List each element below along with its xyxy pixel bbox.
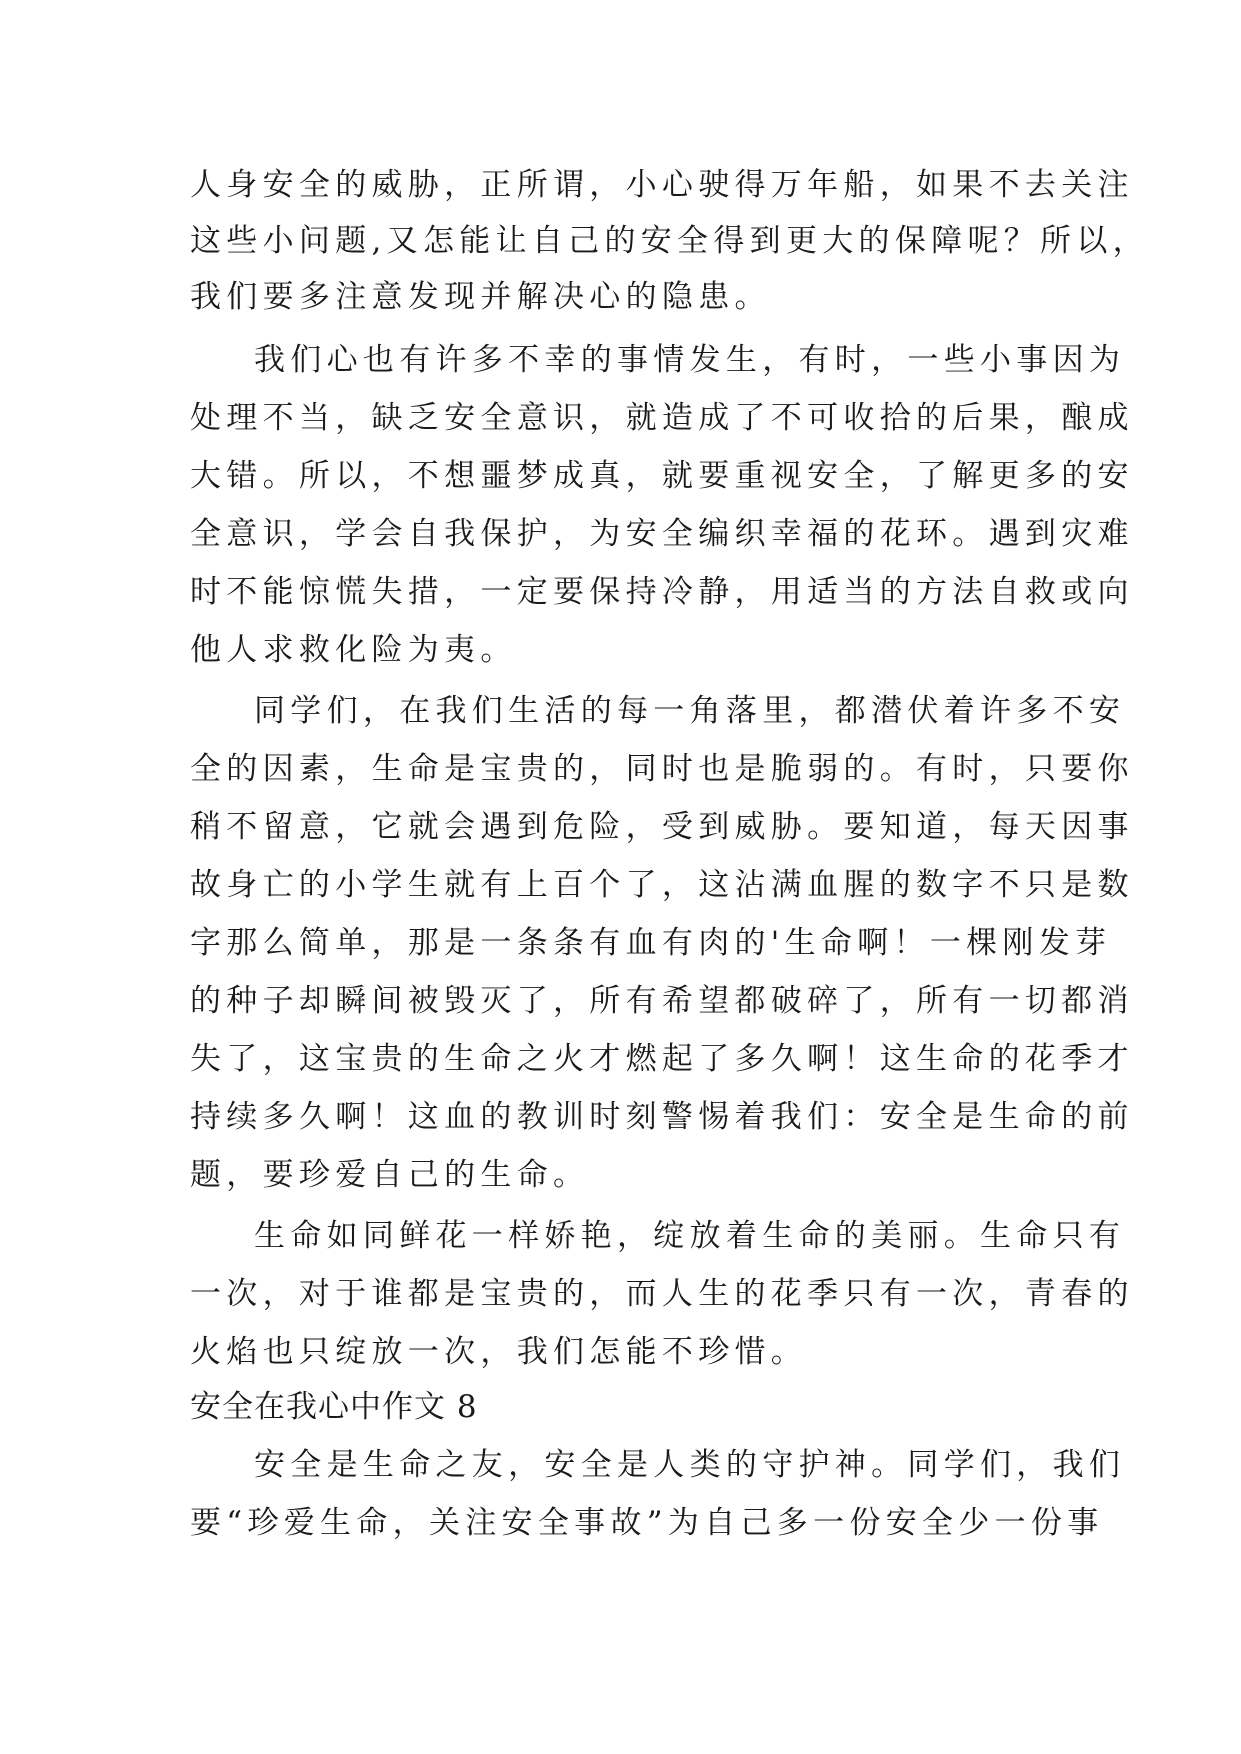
text-line: 火焰也只绽放一次，我们怎能不珍惜。 bbox=[190, 1334, 808, 1370]
text-line: 失了，这宝贵的生命之火才燃起了多久啊！这生命的花季才 bbox=[190, 1041, 1134, 1077]
text-line: 全的因素，生命是宝贵的，同时也是脆弱的。有时，只要你 bbox=[190, 751, 1134, 787]
text-line: 持续多久啊！这血的教训时刻警惕着我们：安全是生命的前 bbox=[190, 1099, 1134, 1135]
text-line: 他人求救化险为夷。 bbox=[190, 632, 517, 668]
text-line: 时不能惊慌失措，一定要保持冷静，用适当的方法自救或向 bbox=[190, 574, 1134, 610]
text-line: 处理不当，缺乏安全意识，就造成了不可收拾的后果，酿成 bbox=[190, 400, 1134, 436]
text-line: 我们要多注意发现并解决心的隐患。 bbox=[190, 279, 771, 315]
text-line: 的种子却瞬间被毁灭了，所有希望都破碎了，所有一切都消 bbox=[190, 983, 1134, 1019]
text-line: 人身安全的威胁，正所谓，小心驶得万年船，如果不去关注 bbox=[190, 167, 1134, 203]
paragraph-first-line: 安全是生命之友，安全是人类的守护神。同学们，我们 bbox=[254, 1447, 1126, 1483]
text-line: 故身亡的小学生就有上百个了，这沾满血腥的数字不只是数 bbox=[190, 867, 1134, 903]
section-heading: 安全在我心中作文 8 bbox=[190, 1389, 478, 1425]
paragraph-first-line: 我们心也有许多不幸的事情发生，有时，一些小事因为 bbox=[254, 342, 1126, 378]
text-line: 大错。所以，不想噩梦成真，就要重视安全，了解更多的安 bbox=[190, 458, 1134, 494]
text-line: 题，要珍爱自己的生命。 bbox=[190, 1157, 590, 1193]
text-line: 要“珍爱生命，关注安全事故”为自己多一份安全少一份事 bbox=[190, 1505, 1104, 1541]
paragraph-first-line: 生命如同鲜花一样娇艳，绽放着生命的美丽。生命只有 bbox=[254, 1218, 1126, 1254]
text-line: 这些小问题,又怎能让自己的安全得到更大的保障呢？所以， bbox=[190, 223, 1149, 259]
text-line: 一次，对于谁都是宝贵的，而人生的花季只有一次，青春的 bbox=[190, 1276, 1134, 1312]
paragraph-first-line: 同学们，在我们生活的每一角落里，都潜伏着许多不安 bbox=[254, 693, 1126, 729]
text-line: 全意识，学会自我保护，为安全编织幸福的花环。遇到灾难 bbox=[190, 516, 1134, 552]
text-line: 稍不留意，它就会遇到危险，受到威胁。要知道，每天因事 bbox=[190, 809, 1134, 845]
text-line: 字那么简单，那是一条条有血有肉的'生命啊！一棵刚发芽 bbox=[190, 925, 1112, 961]
